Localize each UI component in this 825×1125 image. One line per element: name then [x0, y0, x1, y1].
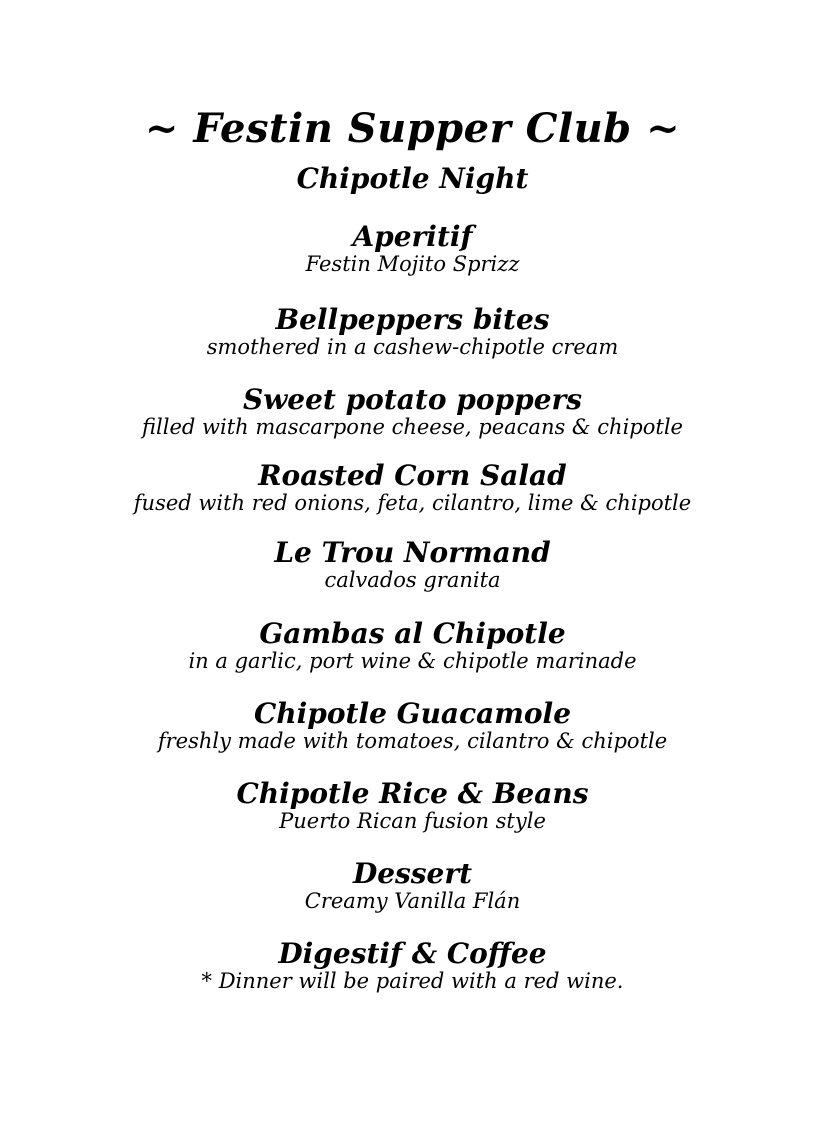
course-description: Festin Mojito Sprizz: [305, 252, 520, 276]
course-name: Bellpeppers bites: [275, 303, 550, 336]
course-sweet-potato-poppers: [0, 385, 825, 439]
course-name: Le Trou Normand: [274, 536, 551, 569]
course-bellpeppers-bites: [0, 305, 825, 359]
course-chipotle-rice-beans: [0, 779, 825, 833]
course-digestif-coffee: [0, 939, 825, 993]
course-name: Sweet potato poppers: [242, 383, 583, 416]
course-chipotle-guacamole: [0, 699, 825, 753]
course-description: filled with mascarpone cheese, peacans & chipotle: [142, 415, 683, 439]
course-description: smothered in a cashew-chipotle cream: [206, 335, 619, 359]
course-description: fused with red onions, feta, cilantro, lime & chipotle: [133, 491, 692, 515]
course-dessert: [0, 859, 825, 913]
course-description: freshly made with tomatoes, cilantro & chipotle: [157, 729, 668, 753]
course-name: Roasted Corn Salad: [258, 459, 567, 492]
course-name: Dessert: [352, 857, 473, 890]
course-name: Chipotle Rice & Beans: [236, 777, 589, 810]
course-le-trou-normand: [0, 538, 825, 592]
course-description: Puerto Rican fusion style: [279, 809, 546, 833]
course-description: calvados granita: [324, 568, 501, 592]
course-roasted-corn-salad: [0, 461, 825, 515]
course-name: Aperitif: [352, 220, 473, 253]
course-gambas-al-chipotle: [0, 619, 825, 673]
wine-pairing-note: * Dinner will be paired with a red wine.: [201, 969, 624, 993]
menu-subtitle: Chipotle Night: [296, 162, 529, 195]
course-description: in a garlic, port wine & chipotle marinade: [188, 649, 637, 673]
course-name: Gambas al Chipotle: [259, 617, 566, 650]
course-name: Digestif & Coffee: [278, 937, 547, 970]
course-aperitif: [0, 222, 825, 276]
menu-title: ~ Festin Supper Club ~: [144, 105, 681, 152]
course-description: Creamy Vanilla Flán: [304, 889, 521, 913]
course-name: Chipotle Guacamole: [253, 697, 572, 730]
